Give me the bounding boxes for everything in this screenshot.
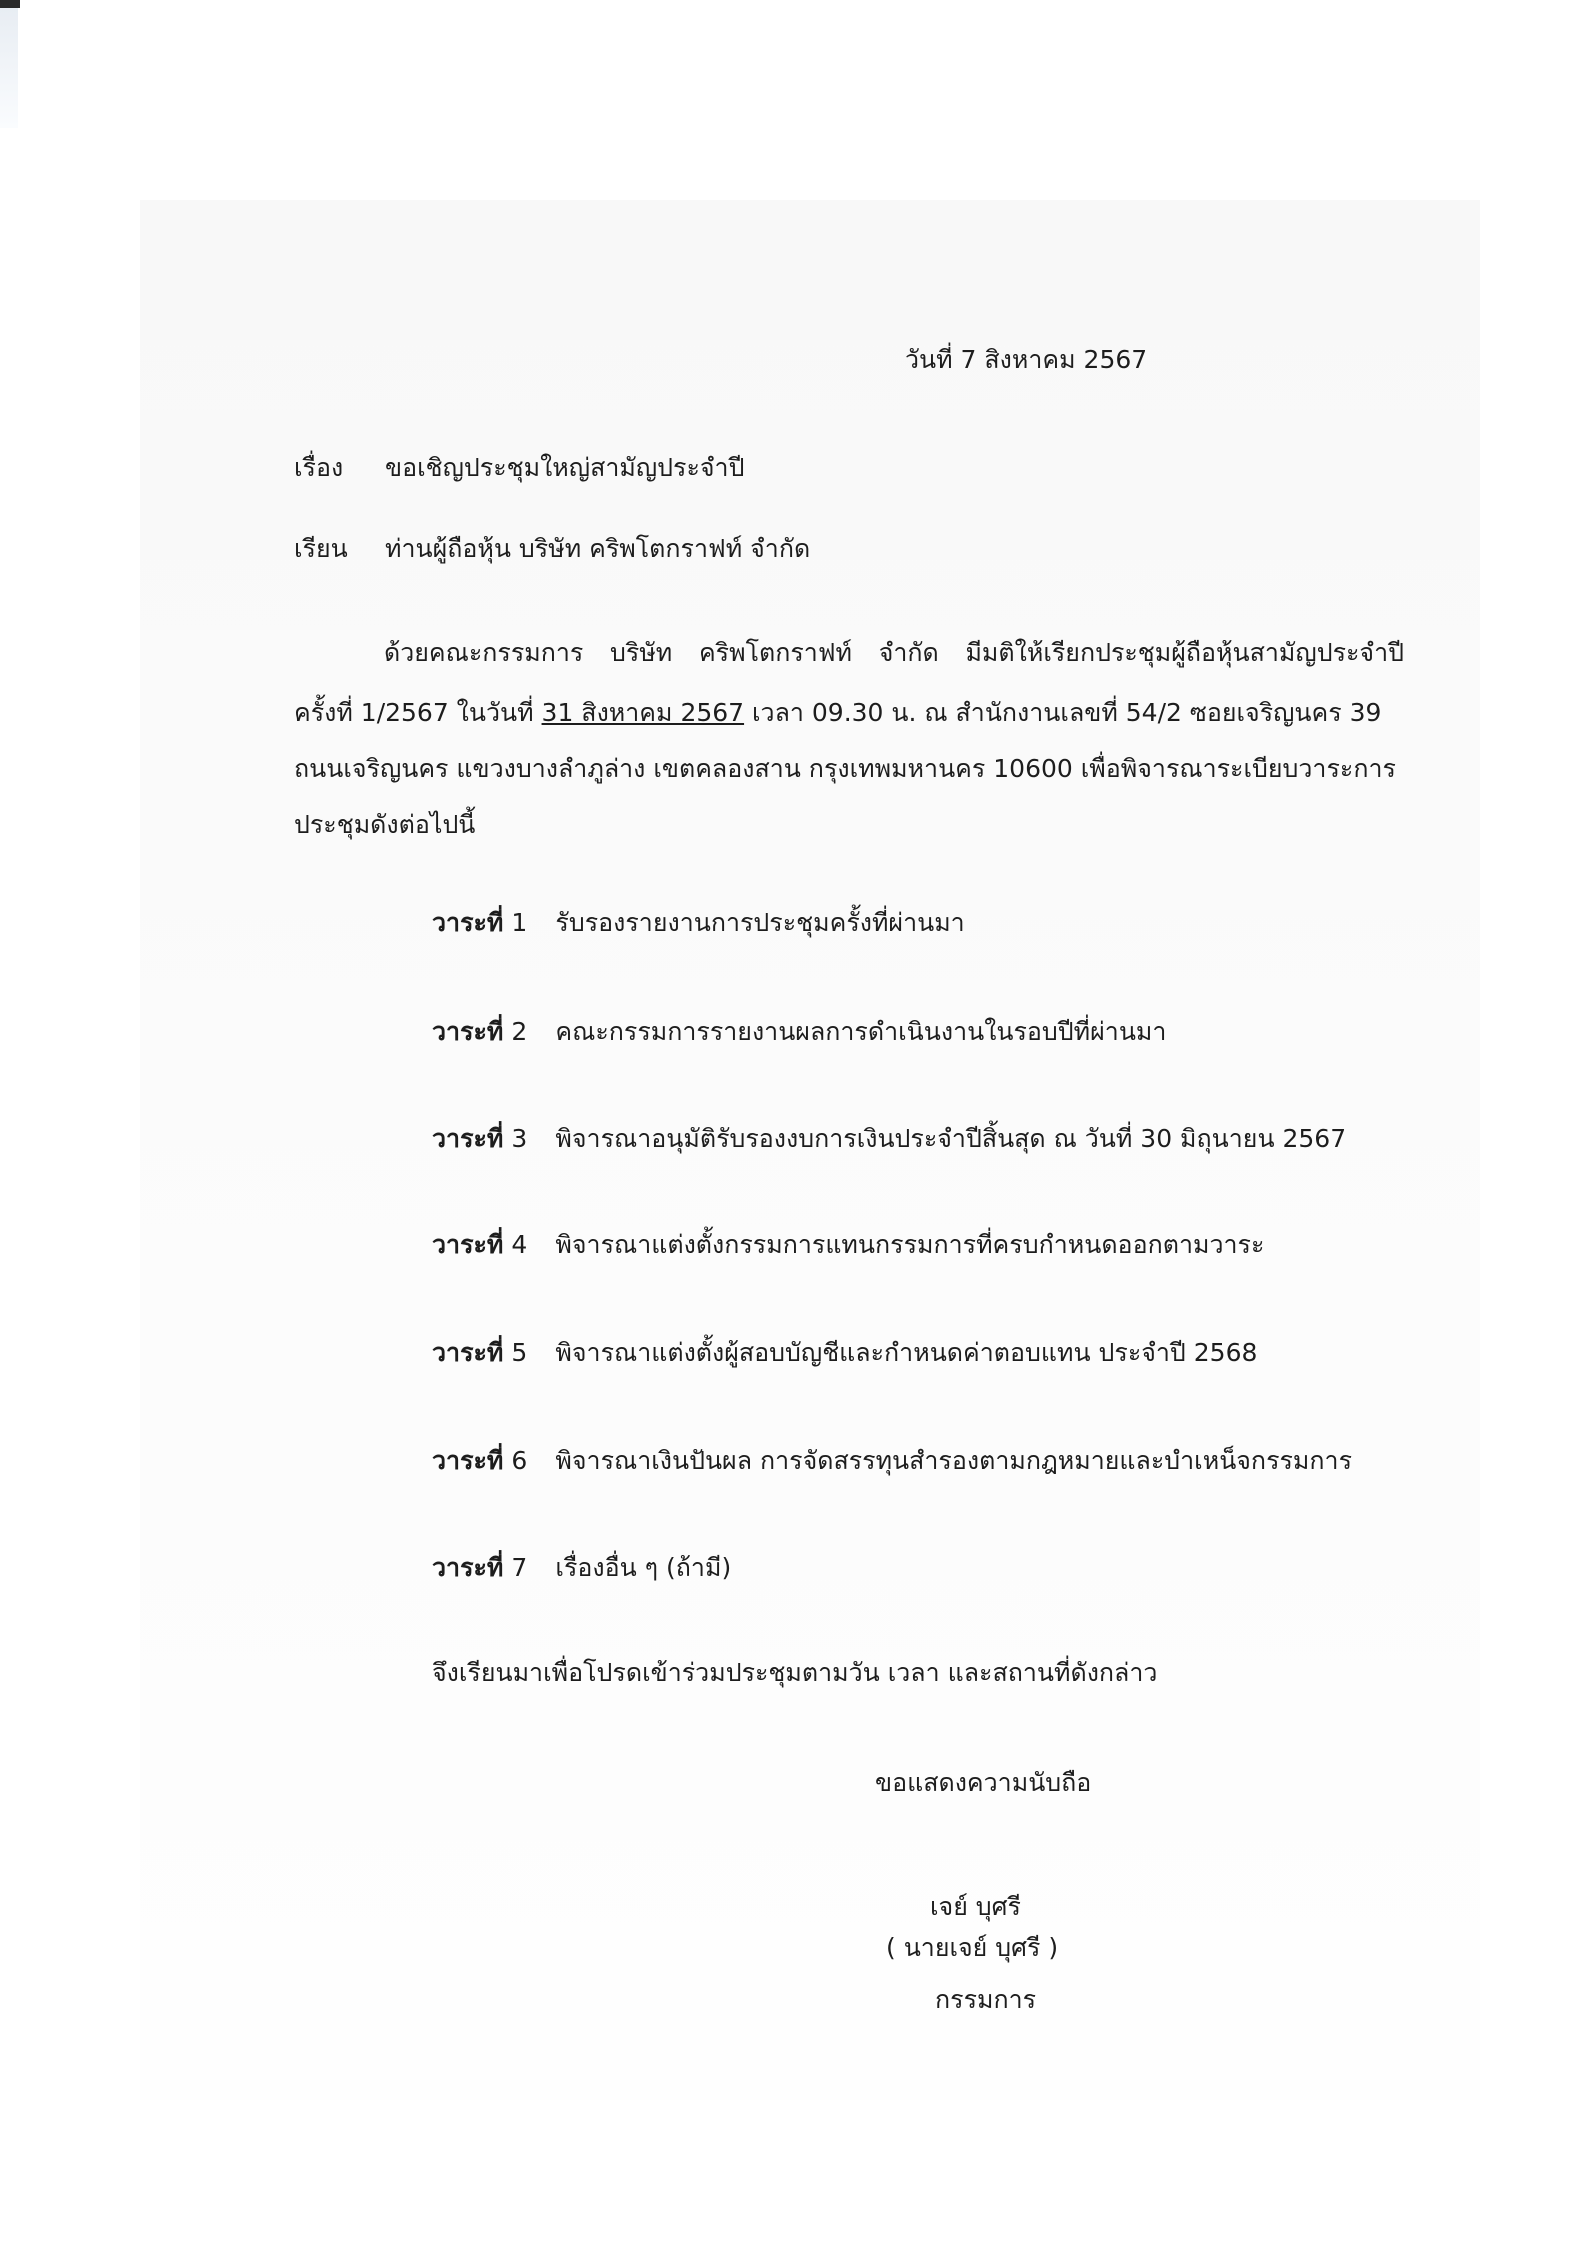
recipient-label: เรียน [294,534,348,563]
meeting-date: 31 สิงหาคม 2567 [541,698,745,727]
signature-full-name: ( นายเจย์ บุศรี ) [886,1933,1059,1962]
agenda-label: วาระที่ [432,1124,504,1153]
agenda-number: 1 [511,908,528,937]
agenda-text: พิจารณาแต่งตั้งผู้สอบบัญชีและกำหนดค่าตอบแทน ประจำปี 2568 [555,1338,1258,1367]
agenda-text: พิจารณาเงินปันผล การจัดสรรทุนสำรองตามกฎหมายและบำเหน็จกรรมการ [555,1446,1353,1475]
agenda-number: 2 [511,1017,528,1046]
body-word: มีมติให้เรียกประชุมผู้ถือหุ้นสามัญประจำปี [965,638,1404,667]
agenda-label: วาระที่ [432,1446,504,1475]
body-line-3: ถนนเจริญนคร แขวงบางลำภูล่าง เขตคลองสาน กรุงเทพมหานคร 10600 เพื่อพิจารณาระเบียบวาระการ [294,754,1396,783]
closing-sentence: จึงเรียนมาเพื่อโปรดเข้าร่วมประชุมตามวัน เวลา และสถานที่ดังกล่าว [432,1658,1158,1687]
body-line-2-prefix: ครั้งที่ 1/2567 ในวันที่ [294,698,542,727]
agenda-text: คณะกรรมการรายงานผลการดำเนินงานในรอบปีที่ผ่านมา [555,1017,1167,1046]
body-line-4: ประชุมดังต่อไปนี้ [294,810,476,839]
agenda-item-6 [432,1444,1352,1478]
agenda-label: วาระที่ [432,908,504,937]
letter-date: วันที่ 7 สิงหาคม 2567 [905,345,1148,374]
regards: ขอแสดงความนับถือ [875,1768,1092,1797]
body-line-1 [294,636,1404,670]
agenda-text: พิจารณาอนุมัติรับรองงบการเงินประจำปีสิ้นสุด ณ วันที่ 30 มิถุนายน 2567 [555,1124,1347,1153]
subject-text: ขอเชิญประชุมใหญ่สามัญประจำปี [385,453,745,482]
body-word: จำกัด [878,638,939,667]
agenda-label: วาระที่ [432,1230,504,1259]
agenda-item-1 [432,906,965,940]
agenda-item-5 [432,1336,1257,1370]
agenda-number: 3 [511,1124,528,1153]
body-line-2-suffix: เวลา 09.30 น. ณ สำนักงานเลขที่ 54/2 ซอยเจริญนคร 39 [744,698,1382,727]
agenda-item-2 [432,1015,1166,1049]
body-word: บริษัท [610,638,673,667]
agenda-label: วาระที่ [432,1553,504,1582]
agenda-text: เรื่องอื่น ๆ (ถ้ามี) [555,1553,732,1582]
body-word: ด้วยคณะกรรมการ [384,638,584,667]
agenda-text: พิจารณาแต่งตั้งกรรมการแทนกรรมการที่ครบกำหนดออกตามวาระ [555,1230,1265,1259]
agenda-label: วาระที่ [432,1017,504,1046]
recipient-text: ท่านผู้ถือหุ้น บริษัท คริพโตกราฟท์ จำกัด [385,534,811,563]
agenda-item-3 [432,1122,1346,1156]
agenda-label: วาระที่ [432,1338,504,1367]
agenda-number: 5 [511,1338,528,1367]
body-line-2 [294,696,1404,730]
agenda-item-7 [432,1551,731,1585]
agenda-number: 4 [511,1230,528,1259]
agenda-number: 7 [511,1553,528,1582]
signature-name: เจย์ บุศรี [930,1892,1021,1921]
agenda-number: 6 [511,1446,528,1475]
signature-title: กรรมการ [935,1985,1037,2014]
agenda-item-4 [432,1228,1264,1262]
body-word: คริพโตกราฟท์ [698,638,853,667]
subject-label: เรื่อง [294,453,344,482]
agenda-text: รับรองรายงานการประชุมครั้งที่ผ่านมา [555,908,965,937]
